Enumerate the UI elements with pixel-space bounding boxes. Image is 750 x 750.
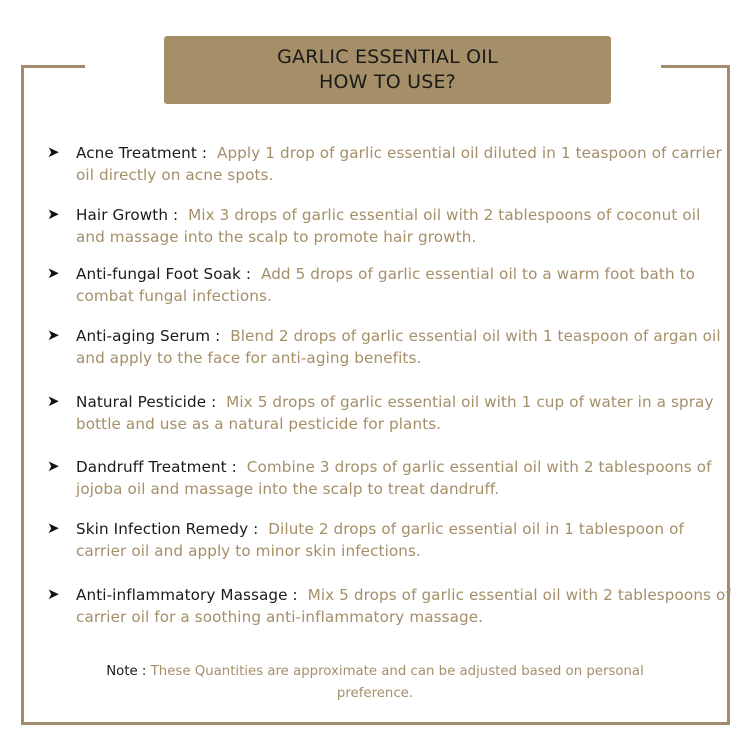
item-label: Dandruff Treatment : <box>76 458 237 476</box>
item-text <box>76 204 731 248</box>
item-description: Mix 5 drops of garlic essential oil with 1 cup of water in a spray bottle and use as a natural pesticide for plants. <box>76 393 714 433</box>
frame-top-left-border <box>21 65 85 68</box>
item-label: Natural Pesticide : <box>76 393 217 411</box>
item-text <box>76 584 731 628</box>
arrow-bullet-icon: ➤ <box>47 392 60 410</box>
item-text <box>76 518 731 562</box>
item-text <box>76 263 731 307</box>
arrow-bullet-icon: ➤ <box>47 457 60 475</box>
arrow-bullet-icon: ➤ <box>47 264 60 282</box>
note-text: These Quantities are approximate and can be adjusted based on personal preference. <box>150 664 644 701</box>
item-description: Apply 1 drop of garlic essential oil diluted in 1 teaspoon of carrier oil directly on acne spots. <box>76 144 722 184</box>
item-label: Anti-aging Serum : <box>76 327 221 345</box>
item-text <box>76 456 731 500</box>
item-description: Dilute 2 drops of garlic essential oil in 1 tablespoon of carrier oil and apply to minor skin infections. <box>76 520 684 560</box>
item-description: Blend 2 drops of garlic essential oil with 1 teaspoon of argan oil and apply to the face for anti-aging benefits. <box>76 327 721 367</box>
item-text <box>76 142 731 186</box>
item-label: Anti-fungal Foot Soak : <box>76 265 252 283</box>
item-label: Acne Treatment : <box>76 144 208 162</box>
frame-bottom-border <box>21 722 730 725</box>
title-banner <box>164 36 611 104</box>
arrow-bullet-icon: ➤ <box>47 205 60 223</box>
item-text <box>76 391 731 435</box>
arrow-bullet-icon: ➤ <box>47 585 60 603</box>
item-description: Mix 5 drops of garlic essential oil with 2 tablespoons of carrier oil for a soothing anti-inflammatory massage. <box>76 586 731 626</box>
item-description: Mix 3 drops of garlic essential oil with 2 tablespoons of coconut oil and massage into the scalp to promote hair growth. <box>76 206 701 246</box>
item-text <box>76 325 731 369</box>
footnote <box>90 661 660 705</box>
item-description: Combine 3 drops of garlic essential oil with 2 tablespoons of jojoba oil and massage into the scalp to treat dandruff. <box>76 458 712 498</box>
note-label: Note : <box>106 664 147 679</box>
frame-top-right-border <box>661 65 730 68</box>
arrow-bullet-icon: ➤ <box>47 143 60 161</box>
item-description: Add 5 drops of garlic essential oil to a warm foot bath to combat fungal infections. <box>76 265 696 305</box>
item-label: Anti-inflammatory Massage : <box>76 586 298 604</box>
item-label: Hair Growth : <box>76 206 179 224</box>
frame-left-border <box>21 65 24 725</box>
arrow-bullet-icon: ➤ <box>47 326 60 344</box>
title-line-2: HOW TO USE? <box>319 71 456 93</box>
item-label: Skin Infection Remedy : <box>76 520 259 538</box>
arrow-bullet-icon: ➤ <box>47 519 60 537</box>
title-line-1: GARLIC ESSENTIAL OIL <box>277 46 498 68</box>
